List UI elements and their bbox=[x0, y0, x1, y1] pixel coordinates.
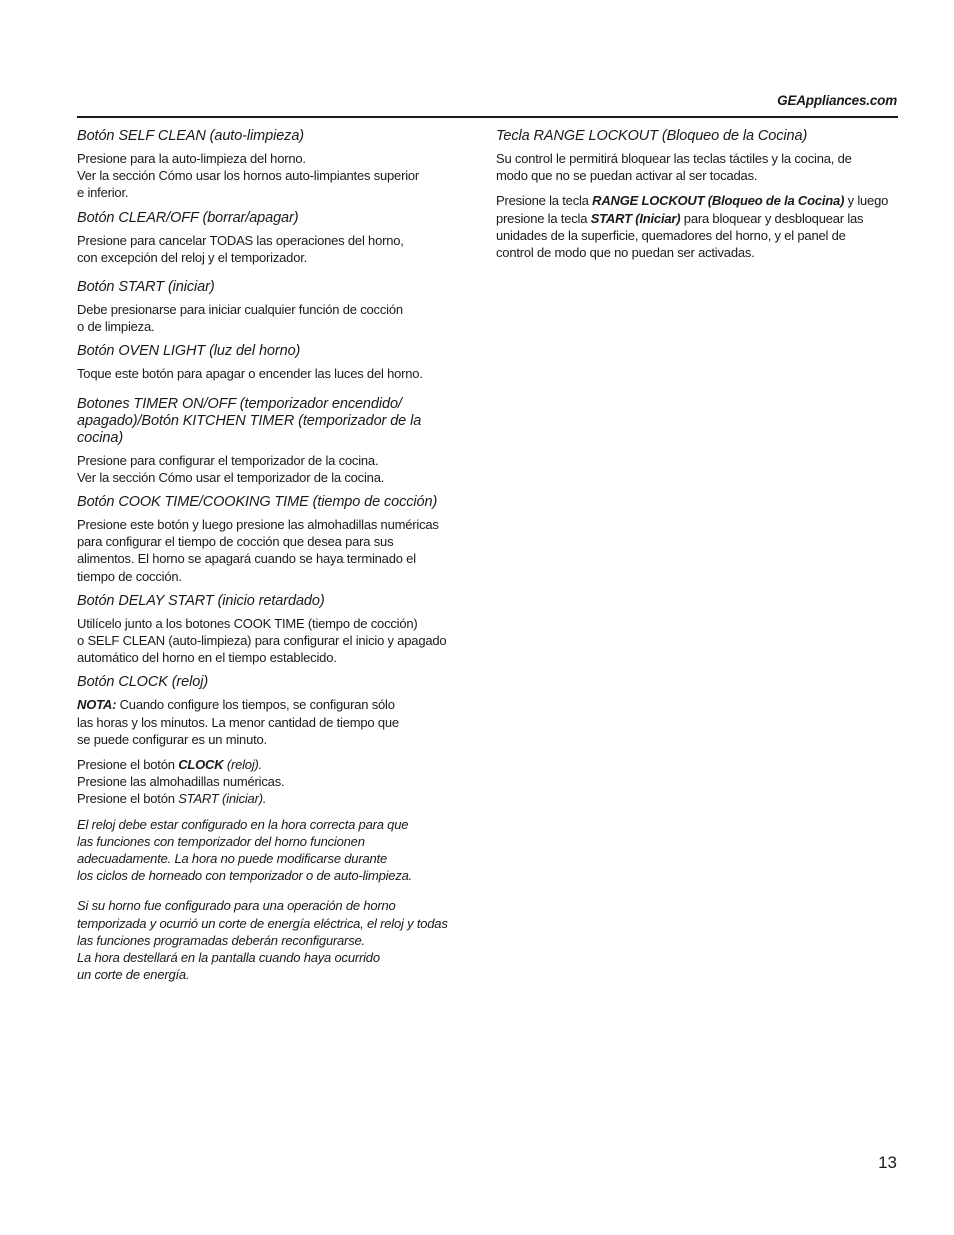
start-text: Debe presionarse para iniciar cualquier función de cocción o de limpieza. bbox=[77, 302, 403, 335]
right-column bbox=[496, 128, 898, 269]
delay-start-heading: Botón DELAY START (inicio retardado) bbox=[77, 592, 325, 609]
clock-step-1 bbox=[77, 756, 477, 773]
clock-step-2: Presione las almohadillas numéricas. bbox=[77, 774, 285, 790]
range-lockout-heading: Tecla RANGE LOCKOUT (Bloqueo de la Cocina) bbox=[496, 128, 808, 144]
range-lockout-text-2 bbox=[496, 192, 898, 261]
clock-step-1-post: (reloj). bbox=[223, 757, 263, 773]
section-range-lockout bbox=[496, 128, 898, 261]
header-rule bbox=[77, 116, 898, 118]
section-self-clean bbox=[77, 128, 477, 202]
section-start bbox=[77, 279, 477, 335]
clock-step-3 bbox=[77, 790, 477, 807]
page-number: 13 bbox=[878, 1153, 897, 1172]
clear-off-text: Presione para cancelar TODAS las operaciones del horno, con excepción del reloj y el temporizador. bbox=[77, 232, 404, 265]
section-timer bbox=[77, 396, 477, 486]
start-heading: Botón START (iniciar) bbox=[77, 279, 215, 296]
timer-text: Presione para configurar el temporizador de la cocina. Ver la sección Cómo usar el temporizador de la cocina. bbox=[77, 452, 385, 485]
clear-off-heading: Botón CLEAR/OFF (borrar/apagar) bbox=[77, 209, 299, 226]
cook-time-heading: Botón COOK TIME/COOKING TIME (tiempo de cocción) bbox=[77, 494, 438, 511]
clock-step-3-pre: Presione el botón bbox=[77, 791, 179, 807]
range-lockout-text-1: Su control le permitirá bloquear las teclas táctiles y la cocina, de modo que no se puedan activar al ser tocadas. bbox=[496, 151, 852, 184]
start-key: START (Iniciar) bbox=[590, 210, 681, 226]
oven-light-heading: Botón OVEN LIGHT (luz del horno) bbox=[77, 343, 301, 360]
clock-note bbox=[77, 696, 477, 748]
left-column bbox=[77, 128, 477, 992]
clock-step-3-key: START (iniciar). bbox=[178, 791, 267, 807]
section-oven-light bbox=[77, 343, 477, 382]
clock-step-1-pre: Presione el botón bbox=[77, 757, 179, 773]
timer-heading: Botones TIMER ON/OFF (temporizador encendido/ apagado)/Botón KITCHEN TIMER (temporizador de la cocina) bbox=[77, 395, 422, 446]
range-lockout-key: RANGE LOCKOUT (Bloqueo de la Cocina) bbox=[592, 193, 845, 209]
oven-light-text: Toque este botón para apagar o encender las luces del horno. bbox=[77, 366, 423, 382]
cook-time-text: Presione este botón y luego presione las almohadillas numéricas para configurar el tiempo de cocción que desea para sus alimentos. El horno se apagará cuando se haya terminado el tiempo de cocción. bbox=[77, 517, 439, 584]
site-url: GEAppliances.com bbox=[777, 93, 897, 108]
range-lockout-text-2-mid: y luego presione la tecla bbox=[496, 193, 889, 226]
range-lockout-text-2-post: para bloquear y desbloquear las unidades de la superficie, quemadores del horno, y el panel de control de modo que no puedan ser activadas. bbox=[496, 210, 864, 261]
delay-start-text: Utilícelo junto a los botones COOK TIME (tiempo de cocción) o SELF CLEAN (auto-limpieza) para configurar el inicio y apagado automático del horno en el tiempo establecido. bbox=[77, 615, 447, 666]
section-clear-off bbox=[77, 210, 477, 266]
section-delay-start bbox=[77, 593, 477, 667]
clock-step-1-key: CLOCK bbox=[178, 757, 224, 773]
self-clean-heading: Botón SELF CLEAN (auto-limpieza) bbox=[77, 128, 305, 144]
clock-note-text: Cuando configure los tiempos, se configuran sólo las horas y los minutos. La menor cantidad de tiempo que se puede configurar es un minuto. bbox=[77, 697, 399, 747]
self-clean-text: Presione para la auto-limpieza del horno. Ver la sección Cómo usar los hornos auto-limpiantes superior e inferior. bbox=[77, 151, 420, 201]
clock-italic-note-1: El reloj debe estar configurado en la hora correcta para que las funciones con temporizador del horno funcionen adecuadamente. La hora no puede modificarse durante los ciclos de horneado con temporizador o de auto-limpieza. bbox=[77, 816, 413, 884]
clock-heading: Botón CLOCK (reloj) bbox=[77, 674, 209, 691]
section-clock bbox=[77, 674, 477, 983]
section-cook-time bbox=[77, 494, 477, 585]
clock-steps bbox=[77, 756, 477, 808]
clock-italic-note-2: Si su horno fue configurado para una operación de horno temporizada y ocurrió un corte de energía eléctrica, el reloj y todas las funciones programadas deberán reconfigurarse. La hora destellará en la pantalla cuando haya ocurrido un corte de energía. bbox=[77, 898, 448, 983]
clock-note-label: NOTA: bbox=[77, 697, 117, 713]
range-lockout-text-2-pre: Presione la tecla bbox=[496, 193, 593, 209]
